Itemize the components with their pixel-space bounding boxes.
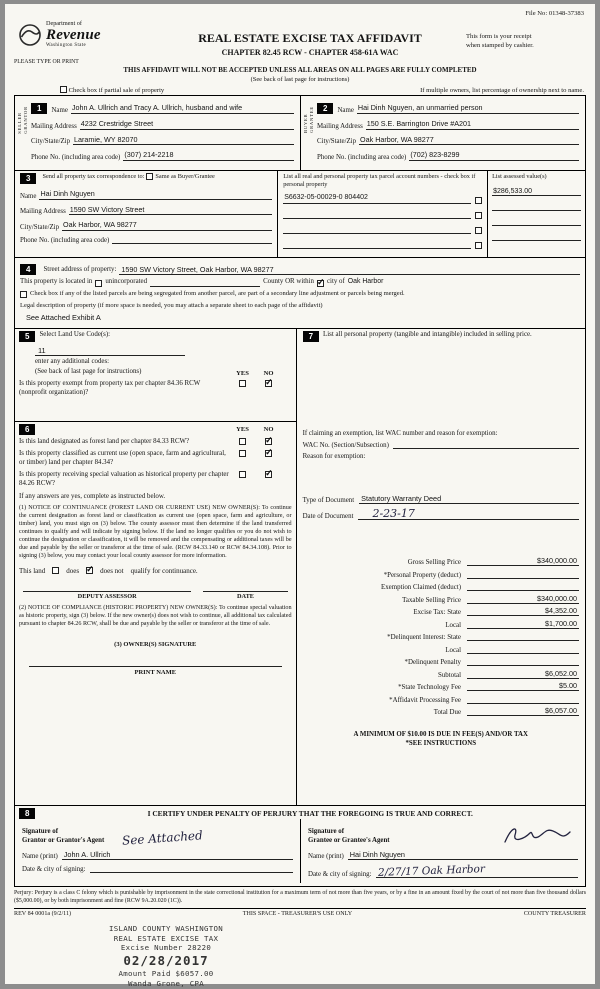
assessed-value <box>492 216 581 226</box>
grantee-name-row <box>308 850 578 860</box>
personal-property-label: List all personal property (tangible and intangible) included in selling price. <box>323 330 532 338</box>
money-value <box>467 703 579 704</box>
money-row <box>303 579 579 592</box>
section-8-badge: 8 <box>19 808 35 819</box>
revenue-logo-text <box>46 21 101 49</box>
personal-property-header <box>303 331 579 342</box>
this-land-label: This land <box>19 566 46 575</box>
minimum-fee-note: A MINIMUM OF $10.00 IS DUE IN FEE(S) AND/OR TAX <box>353 731 528 739</box>
current-use-question: Is this property classified as current use (open space, farm and agricultural, or timber) land per chapter 84.34? <box>19 449 226 466</box>
money-row <box>303 604 579 617</box>
does-checkbox <box>52 567 59 574</box>
correspondence-address-value: 1590 SW Victory Street <box>69 206 272 216</box>
seller-phone-row <box>31 151 294 161</box>
money-row <box>303 641 579 654</box>
parcel-number-value <box>283 218 471 219</box>
exempt-no-checkbox <box>265 380 272 387</box>
forest-no-checkbox <box>265 438 272 445</box>
parcel-personal-checkbox <box>475 212 482 219</box>
certification-section <box>14 805 586 887</box>
money-value: $340,000.00 <box>467 594 579 604</box>
wac-number-label: WAC No. (Section/Subsection) <box>302 441 389 449</box>
money-label: Subtotal <box>438 671 461 679</box>
send-to-label: Send all property tax correspondence to: <box>42 173 145 180</box>
grantee-date-city-value <box>376 865 578 878</box>
see-back-note: (See back of last page for instructions) <box>250 75 350 83</box>
money-value: $6,057.00 <box>467 706 579 716</box>
qualify-label: qualify for continuance. <box>130 566 198 575</box>
grantor-word: GRANTOR <box>23 106 28 134</box>
receipt-note <box>466 33 584 50</box>
forest-land-question-row <box>19 438 292 447</box>
money-value <box>467 640 579 641</box>
see-back-instructions: (See back of last page for instructions) <box>35 367 142 375</box>
date-city-label: Date & city of signing: <box>22 865 86 873</box>
correspondence-address-row <box>20 206 272 216</box>
personal-property-section <box>296 328 586 806</box>
current-use-yes-checkbox <box>239 450 246 457</box>
historic-question: Is this property receiving special valuation as historical property per chapter 84.26 RCW? <box>19 470 229 487</box>
deputy-assessor-line <box>23 591 191 592</box>
same-as-buyer-label: Same as Buyer/Grantee <box>155 173 215 180</box>
historic-question-row <box>19 471 292 489</box>
grantor-signature-row <box>22 821 293 846</box>
personal-property-blank-area <box>303 342 579 430</box>
money-value: $5.00 <box>467 681 579 691</box>
correspondence-city-row <box>20 221 272 231</box>
seller-side-label <box>17 106 28 134</box>
reason-for-exemption-label: Reason for exemption: <box>302 452 366 460</box>
document-date-label: Date of Document <box>302 512 354 520</box>
city-label: City/State/Zip <box>317 138 357 146</box>
buyer-phone-row <box>317 151 579 161</box>
notice-of-compliance-text: (2) NOTICE OF COMPLIANCE (HISTORIC PROPERTY) NEW OWNER(S): To continue special valuation as historic property, sign (3) below. If the new owner(s) does not wish to continue, all additional tax calculated pursuant to chapter 84.26 RCW, shall be due and payable by the seller or transferor at the time of sale. <box>19 605 292 628</box>
land-use-header <box>19 331 292 342</box>
property-address-section <box>14 257 586 329</box>
current-use-no-checkbox <box>265 450 272 457</box>
section-4-badge: 4 <box>20 264 36 275</box>
buyer-name-row <box>317 103 579 114</box>
right-column <box>297 328 586 806</box>
qualify-row <box>19 567 292 575</box>
partial-sale-row <box>60 86 584 94</box>
money-row <box>303 629 579 642</box>
certification-header <box>15 806 585 819</box>
grantor-agent-label: Grantor or Grantor's Agent <box>22 836 105 844</box>
money-label: *Personal Property (deduct) <box>383 571 461 579</box>
affidavit-page <box>5 4 595 988</box>
grantor-handwritten-signature: See Attached <box>121 828 204 848</box>
seller-name-row <box>31 103 294 114</box>
county-treasurer-label: COUNTY TREASURER <box>523 911 586 918</box>
see-back-yesno-row <box>19 368 292 377</box>
receipt-note-line2: when stamped by cashier. <box>466 41 534 49</box>
document-date-value: 2-23-17 <box>358 508 579 520</box>
document-type-value: Statutory Warranty Deed <box>359 494 579 504</box>
exempt-question-row <box>19 380 292 398</box>
grantee-signature-space <box>396 824 578 846</box>
segregated-checkbox <box>20 291 27 298</box>
parcel-column <box>277 171 488 257</box>
land-use-code-value: 11 <box>35 346 185 356</box>
buyer-address-value: 150 S.E. Barrington Drive #A201 <box>366 120 579 130</box>
section-3-badge: 3 <box>20 173 36 184</box>
money-label: Taxable Selling Price <box>402 596 461 604</box>
money-value: $340,000.00 <box>467 556 579 566</box>
legal-description-label: Legal description of property (if more space is needed, you may attach a separate sheet to each page of the affidavit) <box>20 301 323 309</box>
buyer-word: BUYER <box>303 113 308 134</box>
money-label: *Affidavit Processing Fee <box>389 696 461 704</box>
wac-number-blank-line <box>393 441 579 449</box>
parcel-row <box>283 194 482 204</box>
street-address-row <box>20 264 580 275</box>
historic-yes-checkbox <box>239 471 246 478</box>
money-label: Local <box>445 646 461 654</box>
correspondence-city-value: Oak Harbor, WA 98277 <box>62 221 272 231</box>
grantee-agent-label: Grantee or Grantee's Agent <box>308 836 390 844</box>
notice-of-continuance-text: (1) NOTICE OF CONTINUANCE (FOREST LAND OR CURRENT USE) NEW OWNER(S): To continue the current designation as forest land or classification as current use (open space, farm and agriculture, or timber) land, you must sign on (3) below. The county assessor must then determine if the land transferred continues to qualify and will indicate by signing below. If the land no longer qualifies or you do not wish to continue the designation or classification, it will be removed and the compensating or additional taxes will be due and payable by the seller or transferor at the time of sale. (RCW 84.33.140 or RCW 84.34.108). Prior to signing (3) below, you may contact your local county assessor for more information. <box>19 504 292 559</box>
seller-word: SELLER <box>17 112 22 134</box>
grantee-signature-scribble <box>500 824 574 848</box>
stamp-signer: Wanda Grone, CPA <box>128 978 204 988</box>
middle-columns <box>14 328 586 806</box>
county-or-label: County OR within <box>263 278 314 285</box>
money-value: $1,700.00 <box>467 619 579 629</box>
stamp-amount-paid: Amount Paid $6057.00 <box>118 969 214 979</box>
section-5-badge: 5 <box>19 331 35 342</box>
please-type-or-print: PLEASE TYPE OR PRINT <box>14 59 79 65</box>
reason-blank-area <box>303 460 579 490</box>
property-location-row <box>20 278 580 287</box>
parcel-personal-checkbox <box>475 242 482 249</box>
exempt-question-text: Is this property exempt from property tax per chapter 84.36 RCW (nonprofit organization)? <box>19 379 201 396</box>
money-value <box>467 578 579 579</box>
claiming-exemption-label: If claiming an exemption, list WAC number and reason for exemption: <box>302 429 498 437</box>
money-table <box>303 554 579 717</box>
city-label: City/State/Zip <box>31 138 71 146</box>
city-checkbox <box>317 280 324 287</box>
county-blank-line <box>150 279 260 287</box>
grantee-signature-label <box>308 828 390 846</box>
deputy-date-line <box>203 591 287 592</box>
partial-sale-label <box>60 86 164 94</box>
receipt-note-line1: This form is your receipt <box>466 33 532 40</box>
grantor-signature-label <box>22 828 104 846</box>
rev-number: REV 84 0001a (9/2/11) <box>14 911 72 918</box>
logo-revenue: Revenue <box>46 26 101 43</box>
money-row <box>303 704 579 717</box>
land-use-label: Select Land Use Code(s): <box>39 330 111 338</box>
parcel-number-value <box>283 248 471 249</box>
parcel-row <box>283 209 482 219</box>
money-row <box>303 691 579 704</box>
money-value <box>467 665 579 666</box>
money-label: Total Due <box>433 709 461 717</box>
assessed-value <box>492 201 581 211</box>
seller-section <box>15 96 300 170</box>
buyer-city-row <box>317 136 579 146</box>
document-type-label: Type of Document <box>302 496 355 504</box>
money-row <box>303 616 579 629</box>
money-value: $4,352.00 <box>467 606 579 616</box>
money-label: *Delinquent Interest: State <box>387 634 461 642</box>
street-address-value: 1590 SW Victory Street, Oak Harbor, WA 98277 <box>119 265 580 275</box>
grantee-signature-row <box>308 821 578 846</box>
forest-yes-checkbox <box>239 438 246 445</box>
segregated-row <box>20 290 580 298</box>
treasurer-stamp <box>66 924 266 988</box>
signature-of-label: Signature of <box>22 827 59 835</box>
deputy-date-caption: DATE <box>236 593 254 601</box>
name-label: Name <box>51 107 68 114</box>
money-value: $6,052.00 <box>467 669 579 679</box>
section-6-badge: 6 <box>19 424 35 435</box>
revenue-logo-icon <box>18 23 42 47</box>
print-name-caption: PRINT NAME <box>134 669 177 677</box>
if-yes-note: If any answers are yes, complete as instructed below. <box>19 492 166 500</box>
buyer-city-value: Oak Harbor, WA 98277 <box>359 136 579 146</box>
correspondence-name-row <box>20 190 272 200</box>
mailing-label: Mailing Address <box>31 122 77 130</box>
grantee-handwritten-date: 2/27/17 Oak Harbor <box>377 863 485 879</box>
parcel-header: List all real and personal property tax parcel account numbers - check box if personal property <box>283 173 476 188</box>
grantor-signature-block <box>15 819 300 883</box>
correspondence-phone-value <box>112 243 272 244</box>
money-label: Exemption Claimed (deduct) <box>381 584 461 592</box>
multiple-owners-note: If multiple owners, list percentage of ownership next to name. <box>420 87 584 94</box>
logo-washington-state: Washington State <box>46 42 86 48</box>
name-print-label: Name (print) <box>308 853 344 861</box>
see-instructions-note: *SEE INSTRUCTIONS <box>405 740 477 748</box>
phone-label: Phone No. (including area code) <box>317 153 407 161</box>
unincorporated-checkbox <box>95 280 102 287</box>
document-type-row <box>303 494 579 504</box>
grantor-date-city-value <box>90 865 293 873</box>
does-label: does <box>66 566 80 575</box>
legal-description-value: See Attached Exhibit A <box>26 312 101 322</box>
phone-label: Phone No. (including area code) <box>31 153 121 161</box>
phone-label: Phone No. (including area code) <box>20 236 110 244</box>
parties-section <box>14 95 586 171</box>
mailing-label: Mailing Address <box>317 122 363 130</box>
partial-sale-text: Check box if partial sale of property <box>68 87 165 94</box>
grantee-printed-name: Hai Dinh Nguyen <box>348 850 578 860</box>
parcel-number-value: S6632-05-00029-0 804402 <box>283 194 471 203</box>
date-city-label: Date & city of signing: <box>308 870 372 878</box>
seller-address-row <box>31 120 294 130</box>
tax-correspondence-section <box>14 170 586 258</box>
money-value <box>467 590 579 591</box>
grantee-date-row <box>308 865 578 878</box>
form-title: REAL ESTATE EXCISE TAX AFFIDAVIT <box>198 31 422 45</box>
designation-header <box>19 424 292 435</box>
revenue-logo <box>18 21 101 49</box>
grantor-date-row <box>22 865 293 873</box>
assessed-value <box>492 231 581 241</box>
name-print-label: Name (print) <box>22 853 58 861</box>
money-row <box>303 554 579 567</box>
forest-land-question: Is this land designated as forest land per chapter 84.33 RCW? <box>19 437 190 445</box>
seller-address-value: 4232 Crestridge Street <box>80 120 294 130</box>
document-date-row <box>303 508 579 520</box>
parcel-row <box>283 239 482 249</box>
stamp-excise-number: Excise Number 28220 <box>120 943 212 953</box>
buyer-address-row <box>317 120 579 130</box>
money-row <box>303 679 579 692</box>
parcel-personal-checkbox <box>475 197 482 204</box>
historic-no-checkbox <box>265 471 272 478</box>
acceptance-warning: THIS AFFIDAVIT WILL NOT BE ACCEPTED UNLESS ALL AREAS ON ALL PAGES ARE FULLY COMPLETED <box>123 66 477 74</box>
buyer-section <box>300 96 585 170</box>
seller-city-row <box>31 136 294 146</box>
parcel-row <box>283 224 482 234</box>
grantor-printed-name: John A. Ullrich <box>62 850 293 860</box>
deputy-assessor-row <box>19 591 292 601</box>
title-block <box>174 31 446 57</box>
street-address-label: Street address of property: <box>43 265 117 273</box>
city-of-label: city of <box>326 278 345 285</box>
seller-phone-value: (307) 214-2218 <box>123 151 294 161</box>
deputy-date-area <box>203 591 287 601</box>
city-name-value: Oak Harbor <box>347 278 384 285</box>
buyer-name-value: Hai Dinh Nguyen, an unmarried person <box>357 104 579 114</box>
money-label: Excise Tax: State <box>413 609 461 617</box>
legal-description-row <box>20 302 580 310</box>
money-row <box>303 591 579 604</box>
correspondence-phone-row <box>20 237 272 244</box>
city-label: City/State/Zip <box>20 223 60 231</box>
correspondence-column <box>15 171 277 257</box>
treasurer-space-label: THIS SPACE - TREASURER'S USE ONLY <box>242 911 353 918</box>
additional-codes-label: enter any additional codes: <box>35 358 110 366</box>
unincorporated-label: unincorporated <box>105 278 148 285</box>
does-not-label: does not <box>100 566 124 575</box>
form-subtitle: CHAPTER 82.45 RCW - CHAPTER 458-61A WAC <box>221 48 399 57</box>
section-7-badge: 7 <box>303 331 319 342</box>
form-header <box>14 9 586 95</box>
grantor-signature-space <box>110 824 293 846</box>
money-label: *State Technology Fee <box>398 684 461 692</box>
buyer-side-label <box>303 106 314 133</box>
grantor-name-row <box>22 850 293 860</box>
assessed-value-header: List assessed value(s) <box>492 173 547 180</box>
grantee-word: GRANTEE <box>309 106 314 134</box>
money-table-gap <box>303 520 579 554</box>
section-2-badge: 2 <box>317 103 333 114</box>
segregated-text: Check box if any of the listed parcels are being segregated from another parcel, are part of a secondary line adjustment or parcels being merged. <box>30 290 405 298</box>
parcel-number-value <box>283 233 471 234</box>
assessed-value: $286,533.00 <box>492 186 581 196</box>
file-number: File No: 01348-37383 <box>525 10 584 17</box>
form-footer <box>14 908 586 917</box>
land-use-section <box>14 328 297 422</box>
owners-signature-caption: (3) OWNER(S) SIGNATURE <box>114 641 197 649</box>
current-use-question-row <box>19 450 292 468</box>
correspondence-name-value: Hai Dinh Nguyen <box>39 190 272 200</box>
no-column-header: NO <box>263 369 274 377</box>
located-in-label: This property is located in <box>20 278 93 285</box>
partial-sale-checkbox <box>60 86 67 93</box>
name-label: Name <box>337 107 354 114</box>
owners-signature-line <box>29 666 282 667</box>
seller-city-value: Laramie, WY 82070 <box>73 136 294 146</box>
signature-of-label: Signature of <box>308 827 345 835</box>
money-row <box>303 666 579 679</box>
correspondence-header <box>20 173 272 184</box>
section-1-badge: 1 <box>31 103 47 114</box>
no-column-header: NO <box>263 425 274 433</box>
exempt-yes-checkbox <box>239 380 246 387</box>
does-not-checkbox <box>86 567 93 574</box>
left-column <box>14 328 297 806</box>
wac-number-row <box>303 441 579 449</box>
stamp-county-line: ISLAND COUNTY WASHINGTON <box>109 924 223 934</box>
designation-section <box>14 421 297 806</box>
stamp-date: 02/28/2017 <box>123 953 209 969</box>
signature-area <box>15 819 585 883</box>
money-label: Gross Selling Price <box>407 559 461 567</box>
mailing-label: Mailing Address <box>20 208 66 216</box>
yes-column-header: YES <box>236 425 249 433</box>
perjury-notice: Perjury: Perjury is a class C felony which is punishable by imprisonment in the state correctional institution for a maximum term of not more than five years, or by a fine in an amount fixed by the court of not more than five thousand dollars ($5,000.00), or by both imprisonment and fine (RCW 9A.20.020 (1C)). <box>14 889 586 904</box>
yes-column-header: YES <box>236 369 249 377</box>
same-as-buyer-checkbox <box>146 173 153 180</box>
money-label: *Delinquent Penalty <box>404 659 461 667</box>
certification-statement: I CERTIFY UNDER PENALTY OF PERJURY THAT THE FOREGOING IS TRUE AND CORRECT. <box>147 808 473 818</box>
parcel-personal-checkbox <box>475 227 482 234</box>
seller-name-value: John A. Ullrich and Tracy A. Ullrich, husband and wife <box>71 104 294 114</box>
deputy-assessor-signature-area <box>23 591 191 601</box>
assessed-value-column <box>488 171 585 257</box>
money-row <box>303 566 579 579</box>
stamp-tax-line: REAL ESTATE EXCISE TAX <box>113 933 219 943</box>
grantee-signature-block <box>300 819 585 883</box>
logo-department-of: Department of <box>46 20 82 27</box>
money-row <box>303 654 579 667</box>
buyer-phone-value: (702) 823-8299 <box>409 151 579 161</box>
money-value <box>467 653 579 654</box>
name-label: Name <box>20 192 37 200</box>
deputy-assessor-caption: DEPUTY ASSESSOR <box>77 593 137 601</box>
money-label: Local <box>445 621 461 629</box>
